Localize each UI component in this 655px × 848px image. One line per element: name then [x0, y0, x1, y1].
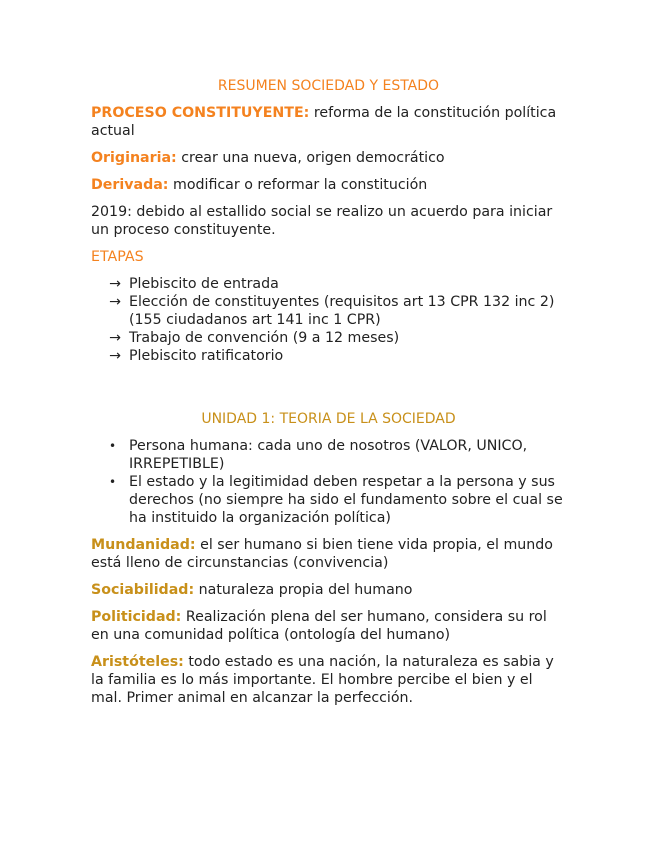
list-item [109, 329, 566, 347]
etapas-list [91, 275, 566, 365]
term-definition: Realización plena del ser humano, considera su rol en una comunidad política (ontología del humano) [91, 609, 547, 643]
document-title: RESUMEN SOCIEDAD Y ESTADO [217, 78, 440, 94]
term-definition: crear una nueva, origen democrático [176, 150, 445, 166]
persona-list [91, 437, 566, 527]
arrow-icon: → [109, 348, 121, 364]
term-label: PROCESO CONSTITUYENTE: [91, 105, 310, 121]
paragraph-politicidad [91, 608, 566, 644]
list-item [109, 275, 566, 293]
term-definition: modificar o reformar la constitución [168, 177, 428, 193]
paragraph-mundanidad [91, 536, 566, 572]
term-label: Aristóteles: [91, 654, 184, 670]
paragraph-2019: 2019: debido al estallido social se realizo un acuerdo para iniciar un proceso constituyente. [91, 204, 553, 238]
term-definition: reforma de la constitución política actual [91, 105, 557, 139]
term-definition: naturaleza propia del humano [194, 582, 413, 598]
term-label: Derivada: [91, 177, 169, 193]
list-item [109, 437, 566, 473]
paragraph-sociabilidad [91, 581, 566, 599]
term-label: Sociabilidad: [91, 582, 195, 598]
unidad-heading: UNIDAD 1: TEORIA DE LA SOCIEDAD [201, 411, 456, 427]
paragraph-aristoteles [91, 653, 566, 707]
term-label: Originaria: [91, 150, 177, 166]
list-item-text: Plebiscito de entrada [129, 276, 279, 292]
bullet-icon: • [109, 439, 117, 453]
term-label: Mundanidad: [91, 537, 196, 553]
arrow-icon: → [109, 276, 121, 292]
list-item [109, 347, 566, 365]
list-item [109, 293, 566, 329]
paragraph-derivada [91, 176, 566, 194]
document-page [91, 77, 566, 716]
etapas-heading: ETAPAS [91, 249, 144, 265]
term-label: Politicidad: [91, 609, 182, 625]
arrow-icon: → [109, 330, 121, 346]
list-item-text: Plebiscito ratificatorio [129, 348, 284, 364]
list-item-text: El estado y la legitimidad deben respetar a la persona y sus derechos (no siempre ha sido el fundamento sobre el cual se ha instituido la organización política) [129, 474, 563, 526]
list-item [109, 473, 566, 527]
paragraph-proceso-constituyente [91, 104, 566, 140]
bullet-icon: • [109, 475, 117, 489]
arrow-icon: → [109, 294, 121, 310]
section-spacer [91, 365, 566, 410]
list-item-text: Elección de constituyentes (requisitos art 13 CPR 132 inc 2) (155 ciudadanos art 141 inc 1 CPR) [129, 294, 555, 328]
paragraph-originaria [91, 149, 566, 167]
list-item-text: Trabajo de convención (9 a 12 meses) [129, 330, 400, 346]
term-definition: el ser humano si bien tiene vida propia, el mundo está lleno de circunstancias (convivencia) [91, 537, 553, 571]
term-definition: todo estado es una nación, la naturaleza es sabia y la familia es lo más importante. El hombre percibe el bien y el mal. Primer animal en alcanzar la perfección. [91, 654, 554, 706]
list-item-text: Persona humana: cada uno de nosotros (VALOR, UNICO, IRREPETIBLE) [129, 438, 528, 472]
